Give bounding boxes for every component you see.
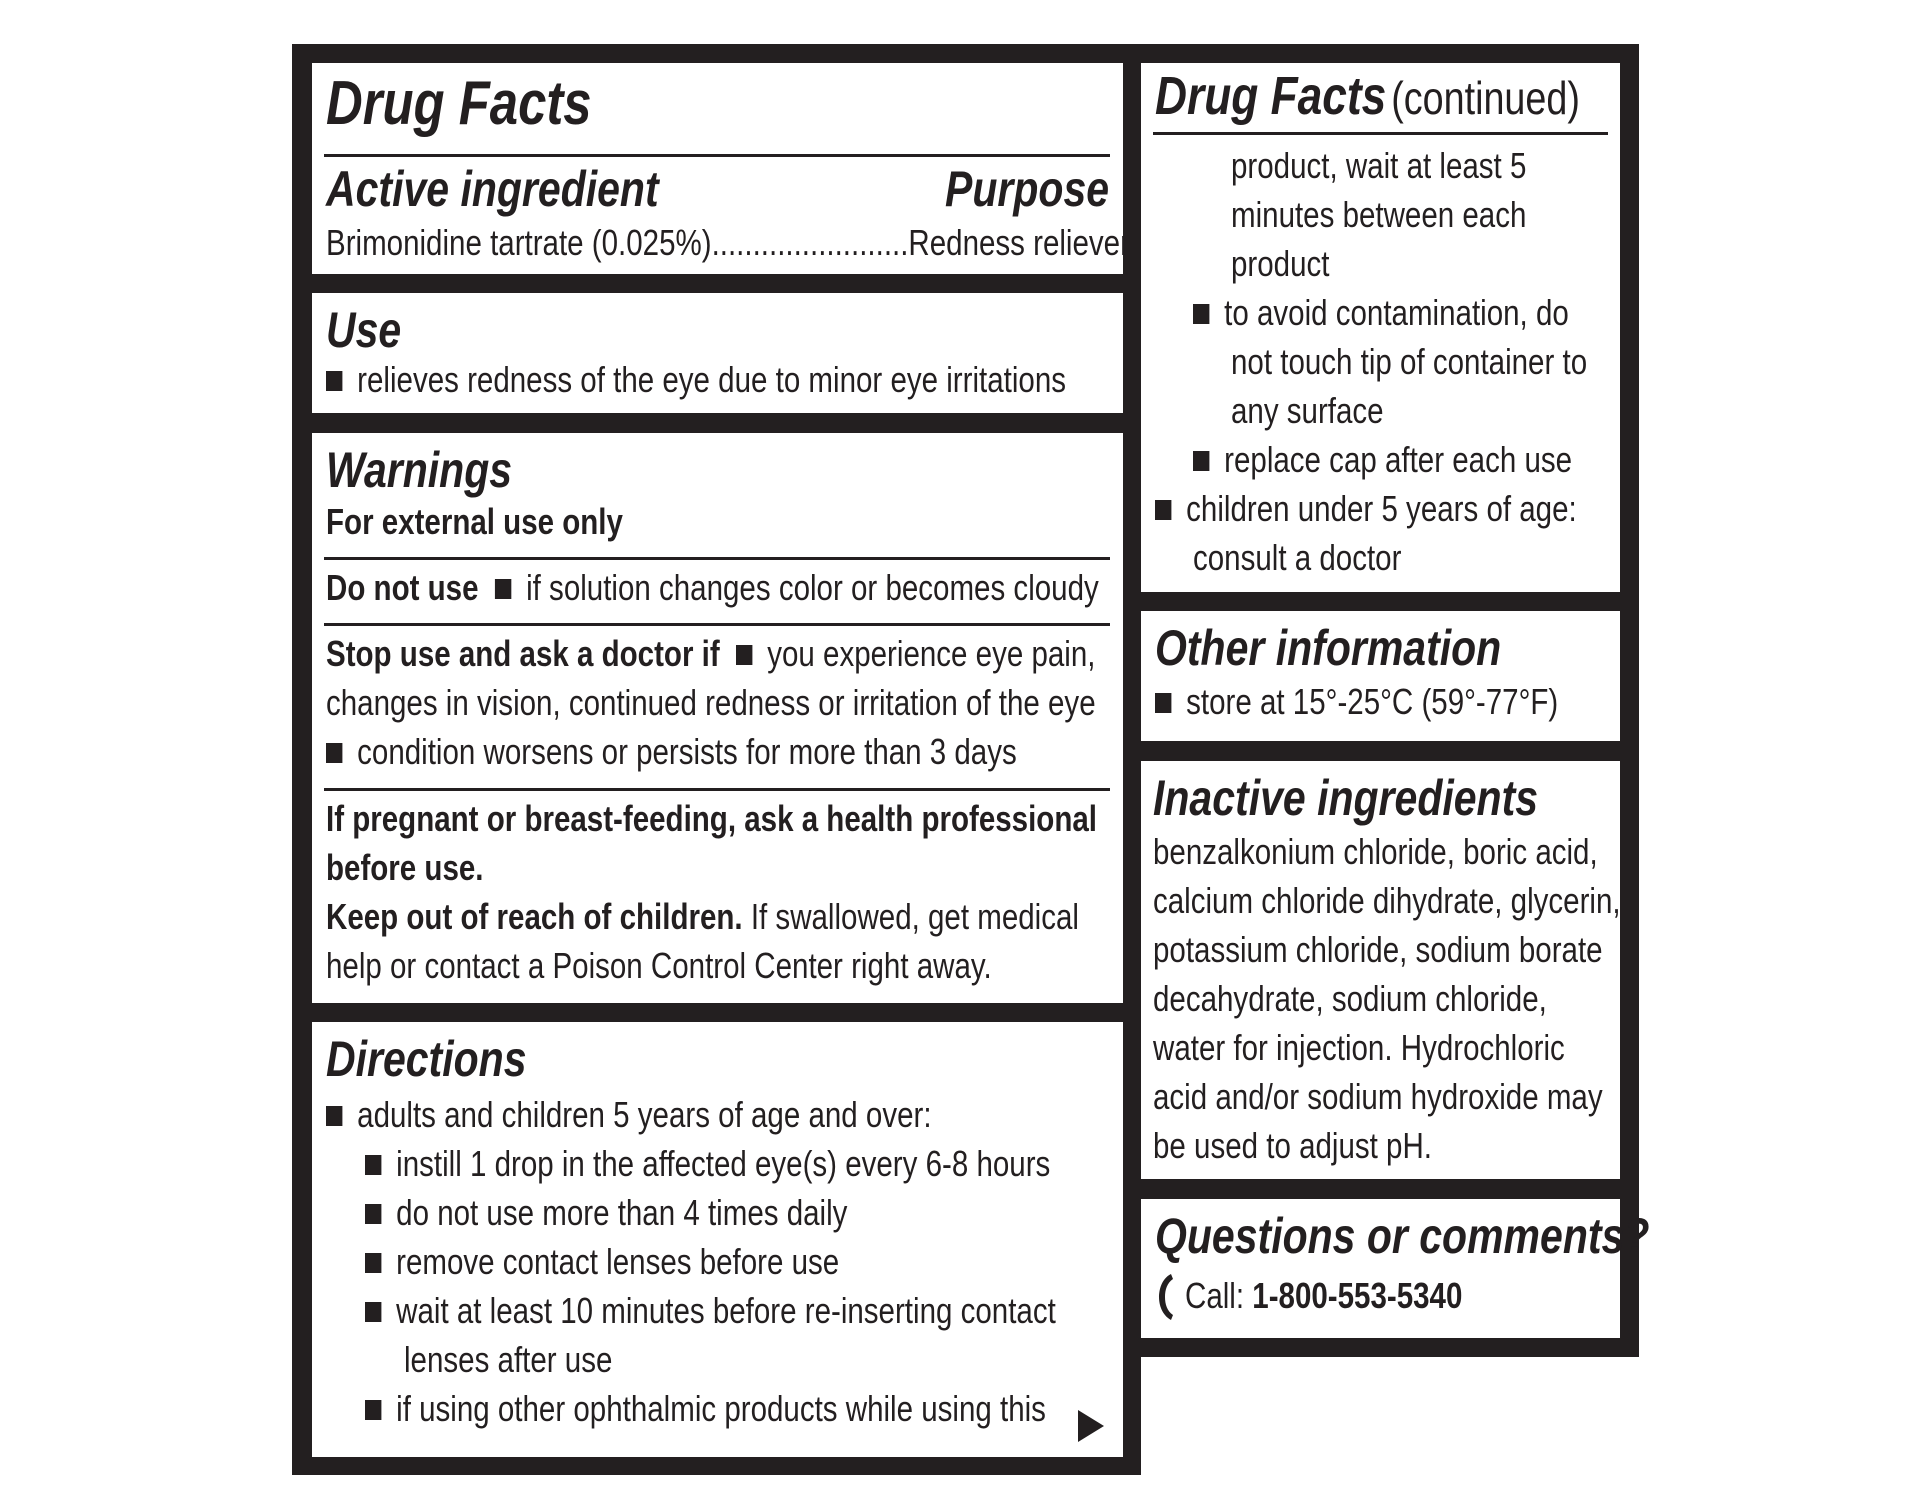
- store-text: store at 15°-25°C (59°-77°F): [1186, 681, 1559, 722]
- direction-item-4a: wait at least 10 minutes before re-inserting contact: [396, 1290, 1056, 1331]
- stop-use-label: Stop use and ask a doctor if: [326, 633, 720, 674]
- bullet-icon: [1193, 304, 1209, 324]
- bullet-icon: [365, 1204, 381, 1224]
- directions-panel: [312, 1022, 1123, 1457]
- dot-leader: ........................: [711, 222, 909, 263]
- warnings-panel: [312, 433, 1123, 1003]
- bullet-icon: [495, 579, 511, 599]
- direction-item-2: do not use more than 4 times daily: [396, 1192, 848, 1233]
- bullet-icon: [326, 1106, 342, 1126]
- directions-main: adults and children 5 years of age and over:: [357, 1094, 932, 1135]
- stop-use-item-2: condition worsens or persists for more than 3 days: [357, 731, 1017, 772]
- direction-item-1: instill 1 drop in the affected eye(s) every 6-8 hours: [396, 1143, 1051, 1184]
- continue-arrow-icon: [1076, 1408, 1106, 1444]
- use-item: relieves redness of the eye due to minor eye irritations: [357, 359, 1067, 400]
- bullet-icon: [326, 743, 342, 763]
- stop-use-item-1b: changes in vision, continued redness or irritation of the eye: [326, 682, 1096, 723]
- bullet-icon: [365, 1155, 381, 1175]
- inactive-ingredients-panel: [1141, 761, 1620, 1179]
- bullet-icon: [365, 1400, 381, 1420]
- children-a: children under 5 years of age:: [1186, 488, 1577, 529]
- keep-out-text-a: If swallowed, get medical: [750, 896, 1079, 937]
- bullet-icon: [365, 1302, 381, 1322]
- contamination-b: not touch tip of container to: [1231, 341, 1588, 382]
- pregnant-warning-a: If pregnant or breast-feeding, ask a health professional: [326, 798, 1097, 839]
- bullet-icon: [736, 645, 752, 665]
- replace-cap: replace cap after each use: [1224, 439, 1573, 480]
- contamination-c: any surface: [1231, 390, 1384, 431]
- bullet-icon: [1155, 693, 1171, 713]
- phone-icon: [1155, 1271, 1177, 1323]
- continued-title: Drug Facts: [1155, 66, 1387, 126]
- divider: [324, 788, 1110, 791]
- external-use-text: For external use only: [326, 501, 623, 542]
- use-panel: [312, 293, 1123, 413]
- pregnant-warning-b: before use.: [326, 847, 484, 888]
- inactive-heading: Inactive ingredients: [1153, 770, 1539, 826]
- children-b: consult a doctor: [1193, 537, 1402, 578]
- keep-out-label: Keep out of reach of children.: [326, 896, 743, 937]
- other-information-panel: [1141, 611, 1620, 741]
- bullet-icon: [326, 371, 342, 391]
- active-ingredient-heading: Active ingredient: [326, 161, 659, 217]
- inactive-line: benzalkonium chloride, boric acid,: [1153, 831, 1598, 872]
- purpose-value: Redness reliever: [908, 222, 1130, 263]
- use-heading: Use: [326, 302, 402, 358]
- active-ingredient-name: Brimonidine tartrate (0.025%): [326, 222, 712, 263]
- phone-number[interactable]: 1-800-553-5340: [1252, 1275, 1463, 1316]
- purpose-heading: Purpose: [944, 161, 1109, 217]
- continued-line-2: minutes between each: [1231, 194, 1527, 235]
- continued-line-3: product: [1231, 243, 1330, 284]
- bullet-icon: [1193, 451, 1209, 471]
- keep-out-text-b: help or contact a Poison Control Center right away.: [326, 945, 992, 986]
- direction-item-5: if using other ophthalmic products while using this: [396, 1388, 1046, 1429]
- bullet-icon: [1155, 500, 1171, 520]
- inactive-line: water for injection. Hydrochloric: [1153, 1027, 1565, 1068]
- divider: [1153, 132, 1608, 135]
- divider: [324, 557, 1110, 560]
- active-ingredient-panel: [312, 63, 1130, 274]
- inactive-line: be used to adjust pH.: [1153, 1125, 1432, 1166]
- contamination-a: to avoid contamination, do: [1224, 292, 1569, 333]
- warnings-heading: Warnings: [326, 442, 513, 498]
- direction-item-3: remove contact lenses before use: [396, 1241, 840, 1282]
- inactive-line: acid and/or sodium hydroxide may: [1153, 1076, 1603, 1117]
- drug-facts-continued-panel: [1141, 63, 1620, 592]
- divider: [324, 154, 1110, 157]
- questions-heading: Questions or comments?: [1155, 1208, 1650, 1264]
- do-not-use-item: if solution changes color or becomes cloudy: [526, 567, 1099, 608]
- other-info-heading: Other information: [1155, 620, 1502, 676]
- continued-line-1: product, wait at least 5: [1231, 145, 1527, 186]
- inactive-line: potassium chloride, sodium borate: [1153, 929, 1603, 970]
- inactive-line: calcium chloride dihydrate, glycerin,: [1153, 880, 1621, 921]
- drug-facts-title: Drug Facts: [326, 69, 592, 138]
- do-not-use-label: Do not use: [326, 567, 479, 608]
- stop-use-item-1a: you experience eye pain,: [767, 633, 1096, 674]
- direction-item-4b: lenses after use: [404, 1339, 613, 1380]
- call-label: Call:: [1185, 1275, 1245, 1316]
- active-ingredient-line: [326, 218, 1130, 267]
- questions-panel: [1141, 1199, 1650, 1338]
- directions-heading: Directions: [326, 1031, 527, 1087]
- bullet-icon: [365, 1253, 381, 1273]
- continued-suffix: (continued): [1391, 72, 1580, 124]
- divider: [324, 623, 1110, 626]
- inactive-line: decahydrate, sodium chloride,: [1153, 978, 1547, 1019]
